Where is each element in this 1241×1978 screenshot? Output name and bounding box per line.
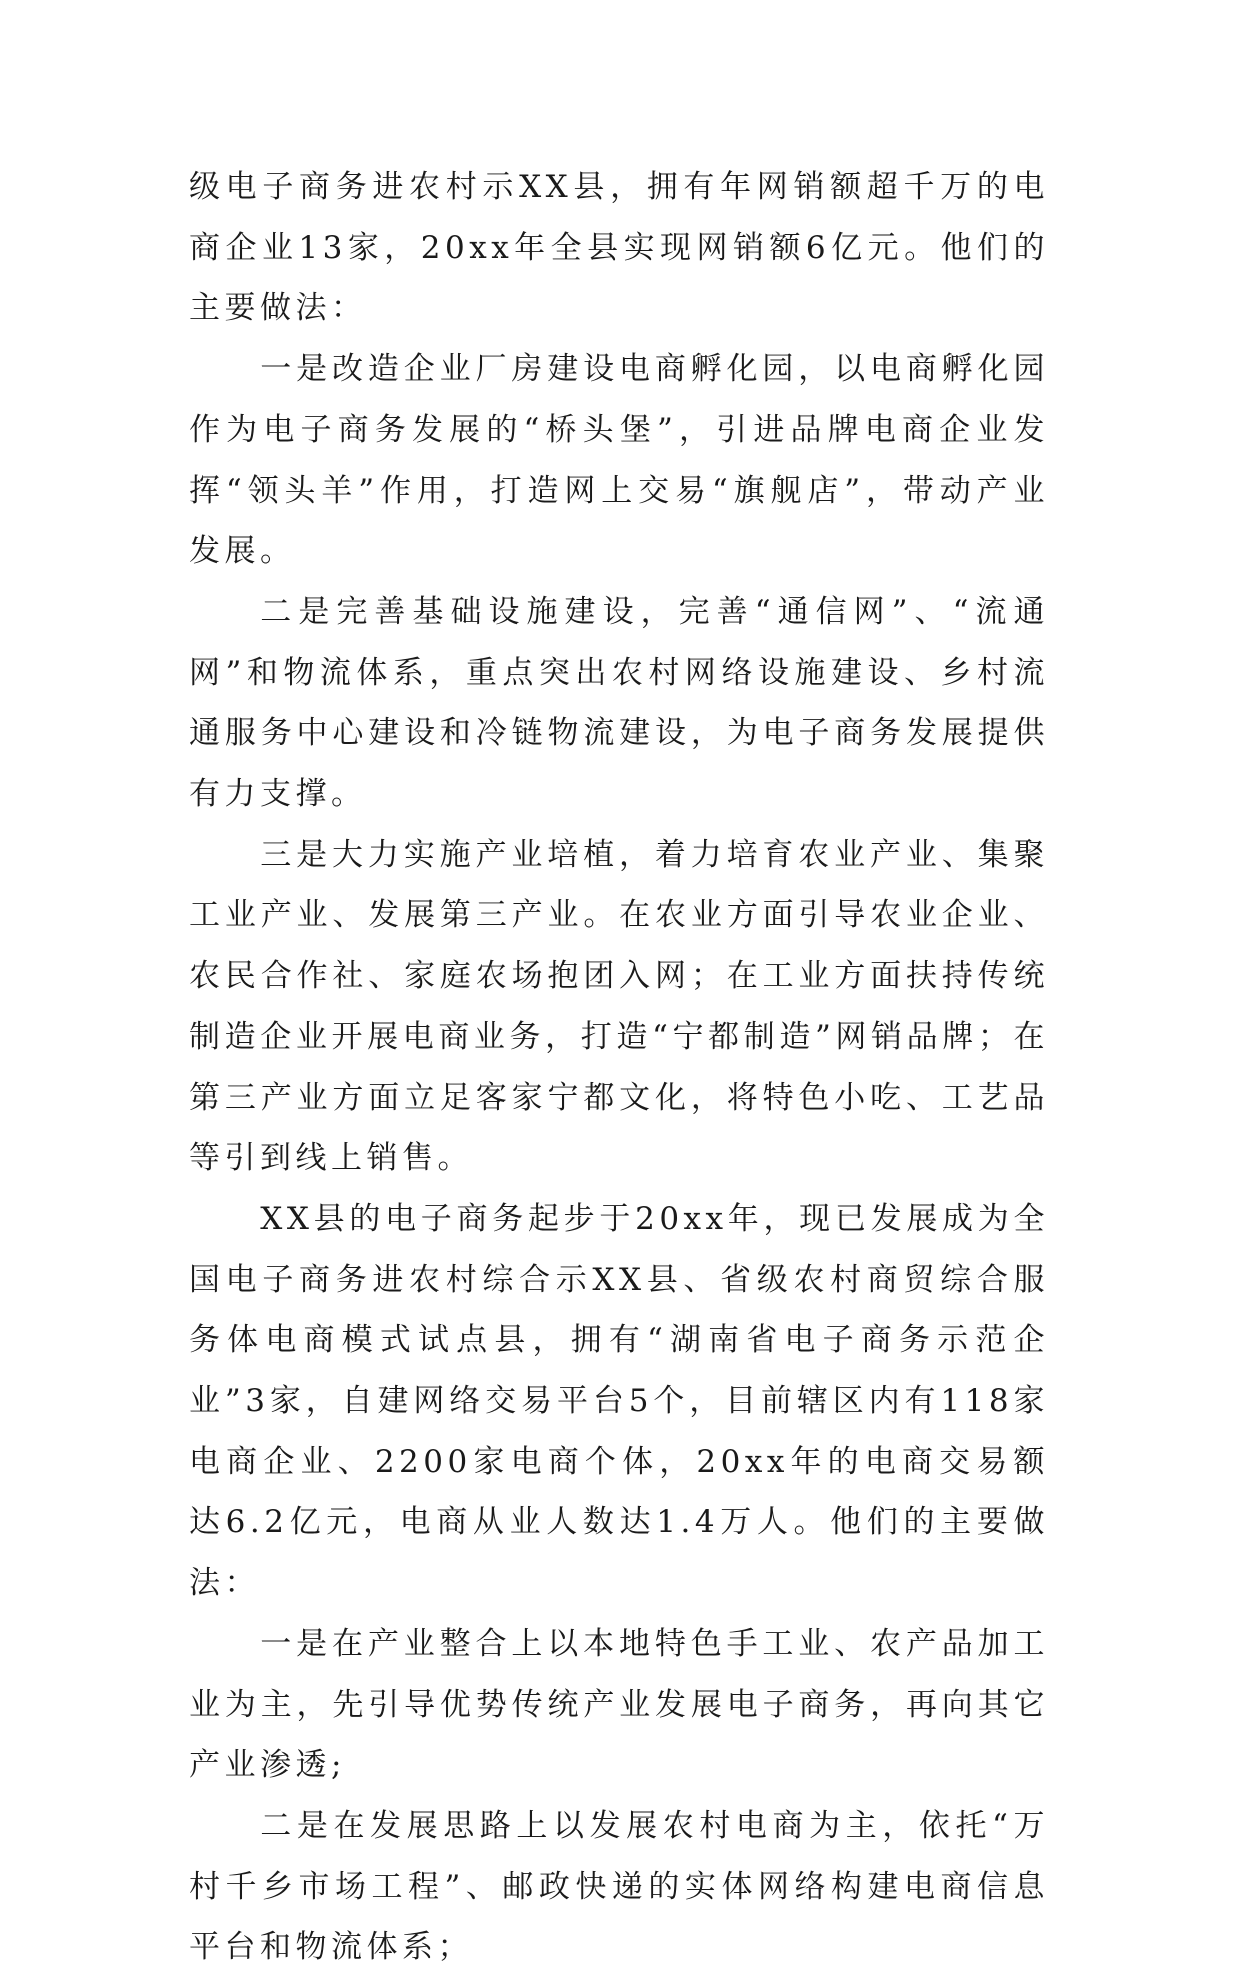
document-body [189, 157, 1049, 1978]
paragraph-4: 三是大力实施产业培植，着力培育农业产业、集聚工业产业、发展第三产业。在农业方面引导农业企业、农民合作社、家庭农场抱团入网；在工业方面扶持传统制造企业开展电商业务，打造“宁都制造”网销品牌；在第三产业方面立足客家宁都文化，将特色小吃、工艺品等引到线上销售。 [189, 836, 1049, 1177]
paragraph-7: 二是在发展思路上以发展农村电商为主，依托“万村千乡市场工程”、邮政快递的实体网络构建电商信息平台和物流体系； [189, 1807, 1049, 1966]
paragraph-6: 一是在产业整合上以本地特色手工业、农产品加工业为主，先引导优势传统产业发展电子商务，再向其它产业渗透; [189, 1625, 1049, 1784]
paragraph-1: 级电子商务进农村示XX县，拥有年网销额超千万的电商企业13家，20xx年全县实现网销额6亿元。他们的主要做法： [189, 169, 1049, 327]
paragraph-2: 一是改造企业厂房建设电商孵化园，以电商孵化园作为电子商务发展的“桥头堡”，引进品牌电商企业发挥“领头羊”作用，打造网上交易“旗舰店”，带动产业发展。 [189, 351, 1049, 570]
paragraph-3: 二是完善基础设施建设，完善“通信网”、“流通网”和物流体系，重点突出农村网络设施建设、乡村流通服务中心建设和冷链物流建设，为电子商务发展提供有力支撑。 [189, 593, 1049, 813]
paragraph-5: XX县的电子商务起步于20xx年，现已发展成为全国电子商务进农村综合示XX县、省级农村商贸综合服务体电商模式试点县，拥有“湖南省电子商务示范企业”3家，自建网络交易平台5个，目前辖区内有118家电商企业、2200家电商个体，20xx年的电商交易额达6.2亿元，电商从业人数达1.4万人。他们的主要做法： [189, 1200, 1049, 1602]
